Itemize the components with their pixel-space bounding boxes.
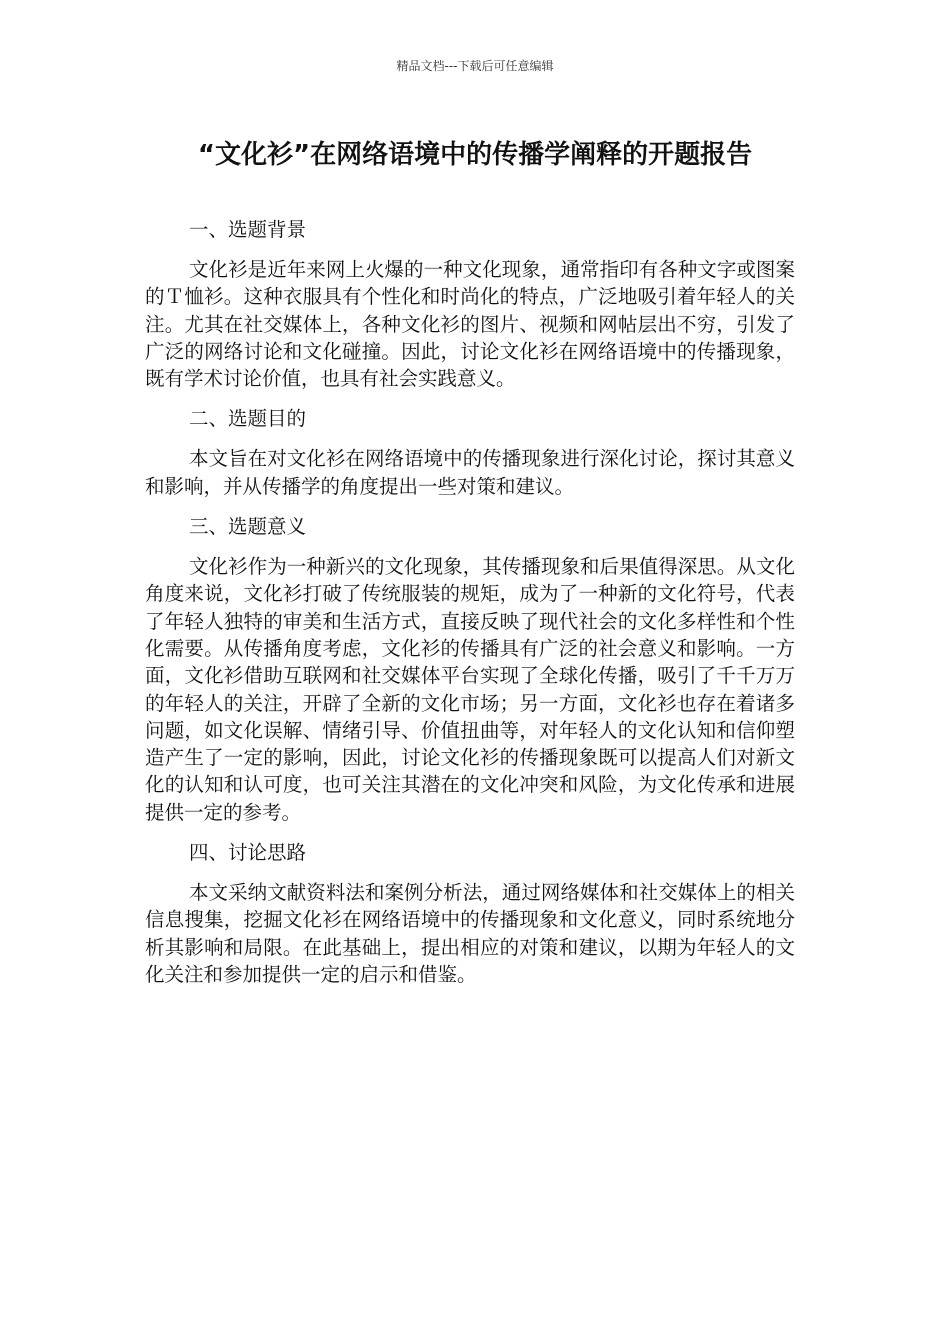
section-paragraph-significance: 文化衫作为一种新兴的文化现象，其传播现象和后果值得深思。从文化角度来说，文化衫打破了传统服装的规矩，成为了一种新的文化符号，代表了年轻人独特的审美和生活方式，直接反映了现代社会的文化多样性和个性化需要。从传播角度考虑，文化衫的传播具有广泛的社会意义和影响。一方面，文化衫借助互联网和社交媒体平台实现了全球化传播，吸引了千千万万的年轻人的关注，开辟了全新的文化市场；另一方面，文化衫也存在着诸多问题，如文化误解、情绪引导、价值扭曲等，对年轻人的文化认知和信仰塑造产生了一定的影响，因此，讨论文化衫的传播现象既可以提高人们对新文化的认知和认可度，也可关注其潜在的文化冲突和风险，为文化传承和进展提供一定的参考。 xyxy=(145,555,795,824)
section-paragraph-approach: 本文采纳文献资料法和案例分析法，通过网络媒体和社交媒体上的相关信息搜集，挖掘文化衫在网络语境中的传播现象和文化意义，同时系统地分析其影响和局限。在此基础上，提出相应的对策和建议，以期为年轻人的文化关注和参加提供一定的启示和借鉴。 xyxy=(145,881,795,986)
section-paragraph-purpose: 本文旨在对文化衫在网络语境中的传播现象进行深化讨论，探讨其意义和影响，并从传播学的角度提出一些对策和建议。 xyxy=(145,447,795,498)
section-heading-significance: 三、选题意义 xyxy=(189,515,307,539)
header-note: 精品文档---下载后可任意编辑 xyxy=(396,59,554,73)
document-title: “文化衫”在网络语境中的传播学阐释的开题报告 xyxy=(197,140,753,170)
section-heading-purpose: 二、选题目的 xyxy=(189,407,307,431)
section-heading-background: 一、选题背景 xyxy=(189,218,307,241)
section-paragraph-background: 文化衫是近年来网上火爆的一种文化现象，通常指印有各种文字或图案的Ｔ恤衫。这种衣服具有个性化和时尚化的特点，广泛地吸引着年轻人的关注。尤其在社交媒体上，各种文化衫的图片、视频和网帖层出不穷，引发了广泛的网络讨论和文化碰撞。因此，讨论文化衫在网络语境中的传播现象，既有学术讨论价值，也具有社会实践意义。 xyxy=(145,258,795,391)
section-heading-approach: 四、讨论思路 xyxy=(189,841,307,865)
document-body xyxy=(145,216,795,988)
